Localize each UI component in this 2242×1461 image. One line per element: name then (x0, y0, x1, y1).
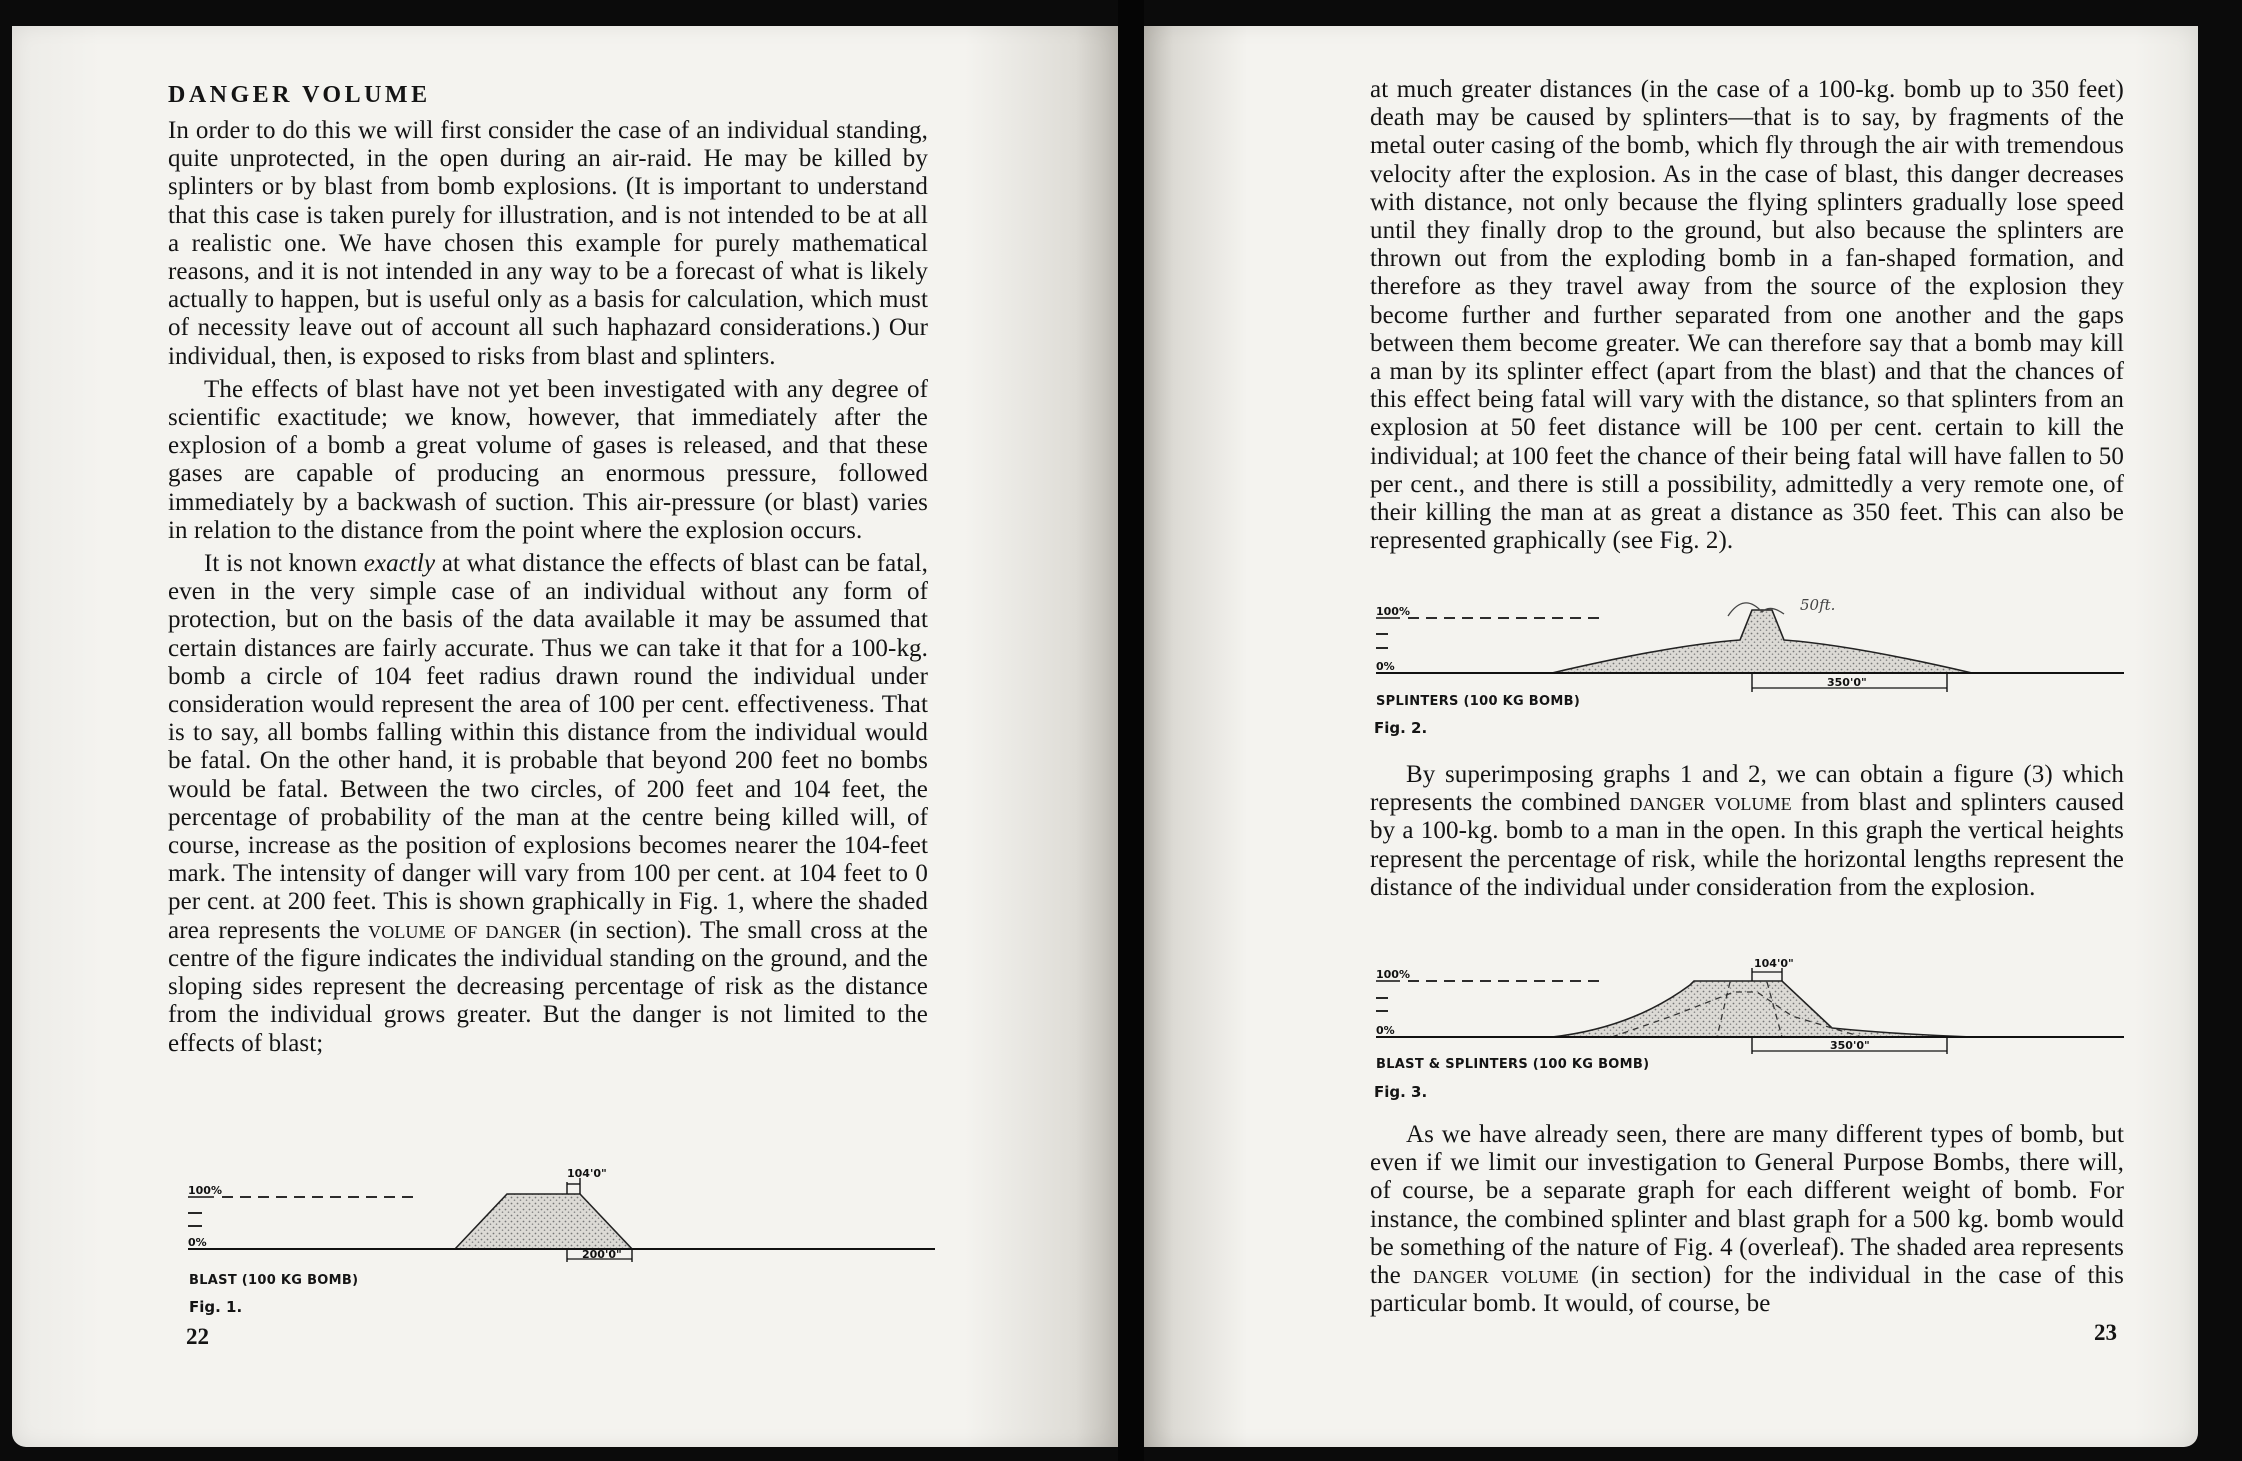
paragraph-2: The effects of blast have not yet been investigated with any degree of scientific exactitude; we know, however, that immediately after the explosion of a bomb a great volume of gases is released, and that these gases are capable of producing an enormous pressure, followed immediately by a backwash of suction. This air-pressure (or blast) varies in relation to the distance from the point where the explosion occurs. (168, 375, 928, 544)
dim-104: 104'0" (567, 1167, 607, 1180)
y-label-0: 0% (1376, 1024, 1395, 1037)
page-number-right: 23 (2094, 1320, 2117, 1345)
handwritten-note: 50ft. (1800, 596, 1836, 614)
fig3-label: Fig. 3. (1374, 1083, 1428, 1101)
right-page-body-mid (1370, 761, 2124, 902)
book-spine (1118, 0, 1144, 1461)
y-label-100: 100% (1376, 605, 1410, 618)
y-label-0: 0% (1376, 660, 1395, 673)
paragraph-r1: at much greater distances (in the case of a 100-kg. bomb up to 350 feet) death may be caused by splinters—that is to say, by fragments of the metal outer casing of the bomb, which fly through the air with tremendous velocity after the explosion. As in the case of blast, this danger decreases with distance, not only because the flying splinters gradually lose speed until they finally drop to the ground, but also because the splinters are thrown out from the exploding bomb in a fan-shaped formation, and therefore as they travel away from the source of the explosion they become further and further separated from one another and the gaps between them become greater. We can therefore say that a bomb may kill a man by its splinter effect (apart from the blast) and that the chances of this effect being fatal will vary with the distance, so that splinters from an explosion at 50 feet distance will be 100 per cent. certain to kill the individual; at 100 feet the chance of their being fatal will have fallen to 50 per cent., and there is still a possibility, admittedly a very remote one, of their killing the man at as great a distance as 350 feet. This can also be represented graphically (see Fig. 2). (1370, 76, 2124, 555)
page-number-left: 22 (186, 1324, 209, 1349)
fig1-label: Fig. 1. (189, 1298, 243, 1316)
y-label-0: 0% (188, 1236, 207, 1249)
combined-danger-area (1552, 981, 1972, 1037)
figure-2-graph (1372, 590, 2127, 695)
dim-104: 104'0" (1754, 957, 1794, 970)
fig2-caption: SPLINTERS (100 KG BOMB) (1376, 694, 1581, 709)
dim-350: 350'0" (1827, 676, 1867, 689)
y-label-100: 100% (188, 1184, 222, 1197)
blast-danger-area (455, 1194, 632, 1249)
figure-1-graph (180, 1160, 940, 1275)
right-page-body-bottom (1370, 1121, 2124, 1318)
figure-3-graph (1372, 948, 2127, 1058)
paragraph-r3: As we have already seen, there are many different types of bomb, but even if we limit our investigation to General Purpose Bombs, there will, of course, be a separate graph for each different weight of bomb. For instance, the combined splinter and blast graph for a 500 kg. bomb would be something of the nature of Fig. 4 (overleaf). The shaded area represents the danger volume (in section) for the individual in the case of this particular bomb. It would, of course, be (1370, 1121, 2124, 1318)
y-label-100: 100% (1376, 968, 1410, 981)
paragraph-r2: By superimposing graphs 1 and 2, we can obtain a figure (3) which represents the combined danger volume from blast and splinters caused by a 100-kg. bomb to a man in the open. In this graph the vertical heights represent the percentage of risk, while the horizontal lengths represent the distance of the individual under consideration from the explosion. (1370, 761, 2124, 901)
section-heading: DANGER VOLUME (168, 82, 431, 108)
paragraph-1: In order to do this we will first consider the case of an individual standing, quite unprotected, in the open during an air-raid. He may be killed by splinters or by blast from bomb explosions. (It is important to understand that this case is taken purely for illustration, and is not intended to be at all a realistic one. We have chosen this example for purely mathematical reasons, and it is not intended in any way to be a forecast of what is likely actually to happen, but is useful only as a basis for calculation, which must of necessity leave out of account all such haphazard considerations.) Our individual, then, is exposed to risks from blast and splinters. (168, 117, 928, 370)
fig2-label: Fig. 2. (1374, 719, 1428, 737)
left-page-body (168, 117, 928, 1058)
dim-350: 350'0" (1830, 1039, 1870, 1052)
paragraph-3: It is not known exactly at what distance the effects of blast can be fatal, even in the very simple case of an individual without any form of protection, but on the basis of the data available it may be assumed that certain distances are fairly accurate. Thus we can take it that for a 100-kg. bomb a circle of 104 feet radius drawn round the individual under consideration would represent the area of 100 per cent. effectiveness. That is to say, all bombs falling within this distance from the individual would be fatal. On the other hand, it is probable that beyond 200 feet no bombs would be fatal. Between the two circles, of 200 feet and 104 feet, the percentage of probability of the man at the centre being killed will, of course, increase as the position of explosions becomes nearer the 104-feet mark. The intensity of danger will vary from 100 per cent. at 104 feet to 0 per cent. at 200 feet. This is shown graphically in Fig. 1, where the shaded area represents the volume of danger (in section). The small cross at the centre of the figure indicates the individual standing on the ground, and the sloping sides represent the decreasing percentage of risk as the distance from the individual grows greater. But the danger is not limited to the effects of blast; (168, 550, 928, 1057)
splinter-danger-area (1552, 610, 1972, 673)
fig3-caption: BLAST & SPLINTERS (100 KG BOMB) (1376, 1057, 1650, 1072)
right-page-body-top (1370, 76, 2124, 555)
dim-200: 200'0" (582, 1248, 622, 1261)
fig1-caption: BLAST (100 KG BOMB) (189, 1273, 359, 1288)
